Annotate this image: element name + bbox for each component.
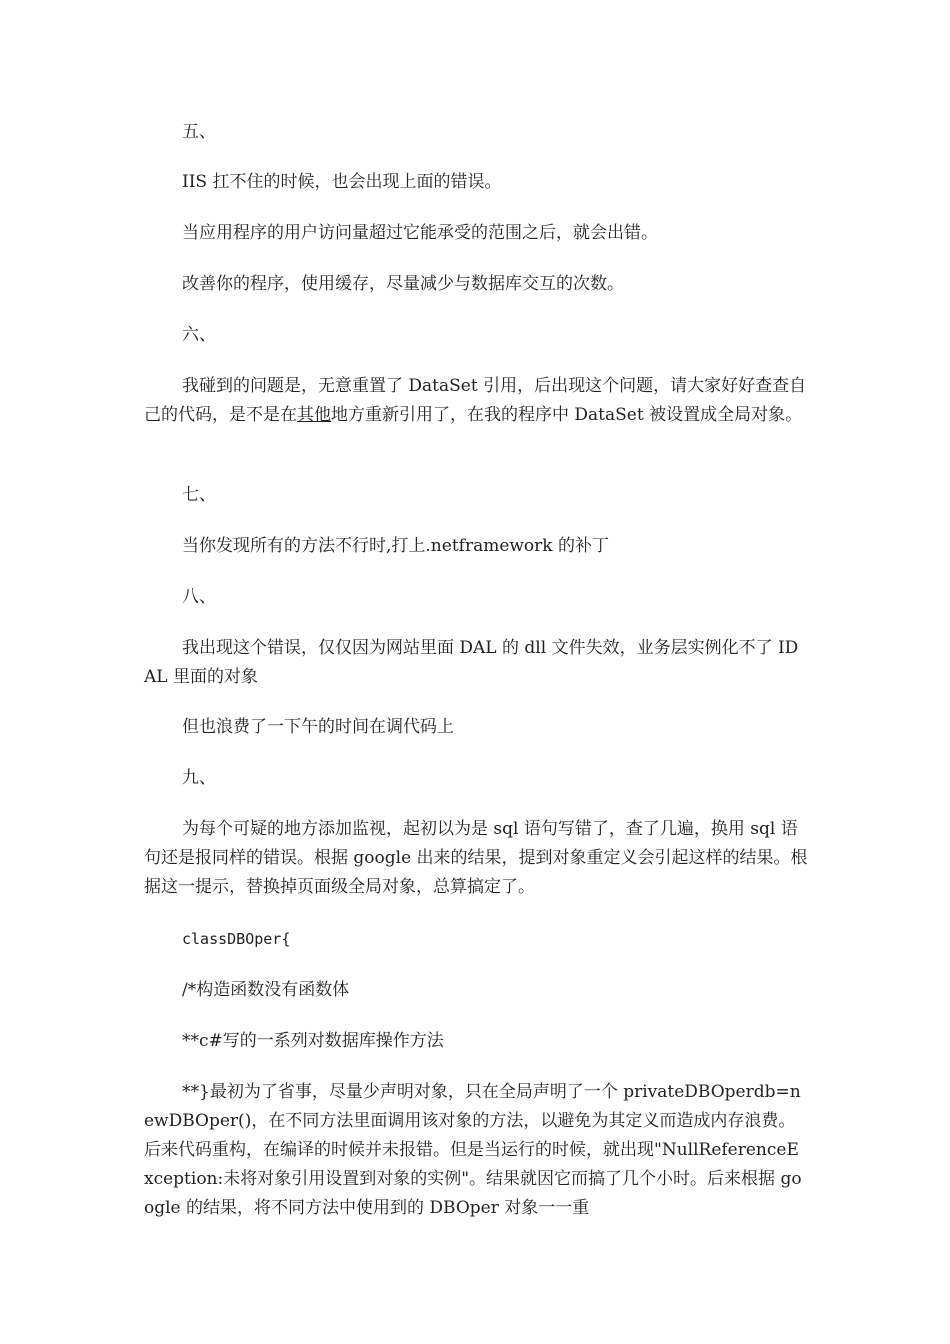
section-eight-paragraph-1: 我出现这个错误，仅仅因为网站里面 DAL 的 dll 文件失效，业务层实例化不了 IDAL 里面的对象 [144,638,799,687]
section-nine-heading: 九、 [182,768,216,788]
section-five-paragraph-3: 改善你的程序，使用缓存，尽量减少与数据库交互的次数。 [182,274,624,294]
section-six-paragraph-1 [144,372,808,430]
code-line-comment: /*构造函数没有函数体 [182,980,350,1000]
section-five-paragraph-1: IIS 扛不住的时候，也会出现上面的错误。 [182,172,502,192]
code-line-methods: **c#写的一系列对数据库操作方法 [182,1031,444,1051]
code-line-class: classDBOper{ [182,930,291,948]
section-seven-paragraph-1: 当你发现所有的方法不行时,打上.netframework 的补丁 [182,536,609,556]
section-five-paragraph-2: 当应用程序的用户访问量超过它能承受的范围之后，就会出错。 [182,223,658,243]
section-nine-paragraph-2: **}最初为了省事，尽量少声明对象，只在全局声明了一个 privateDBOperdb=newDBOper()，在不同方法里面调用该对象的方法，以避免为其定义而造成内存浪费。后来代码重构，在编译的时候并未报错。但是当运行的时候，就出现"NullReferenceException:未将对象引用设置到对象的实例"。结果就因它而搞了几个小时。后来根据 google 的结果，将不同方法中使用到的 DBOper 对象一一重 [144,1082,802,1218]
section-eight-heading: 八、 [182,587,216,607]
section-five-heading: 五、 [182,122,216,142]
underlined-word: 其他 [297,405,331,425]
section-six-text-a: 我碰到的问题是，无意重置了 DataSet 引用，后出现这个问题，请大家好好查查自己的代码，是不是在 [144,376,807,425]
section-six-text-b: 地方重新引用了，在我的程序中 DataSet 被设置成全局对象。 [331,405,803,425]
section-seven-heading: 七、 [182,485,216,505]
section-eight-paragraph-2: 但也浪费了一下午的时间在调代码上 [182,717,454,737]
section-nine-paragraph-1: 为每个可疑的地方添加监视，起初以为是 sql 语句写错了，查了几遍，换用 sql 语句还是报同样的错误。根据 google 出来的结果，提到对象重定义会引起这样的结果。根据这一提示，替换掉页面级全局对象，总算搞定了。 [144,819,808,897]
section-six-heading: 六、 [182,325,216,345]
